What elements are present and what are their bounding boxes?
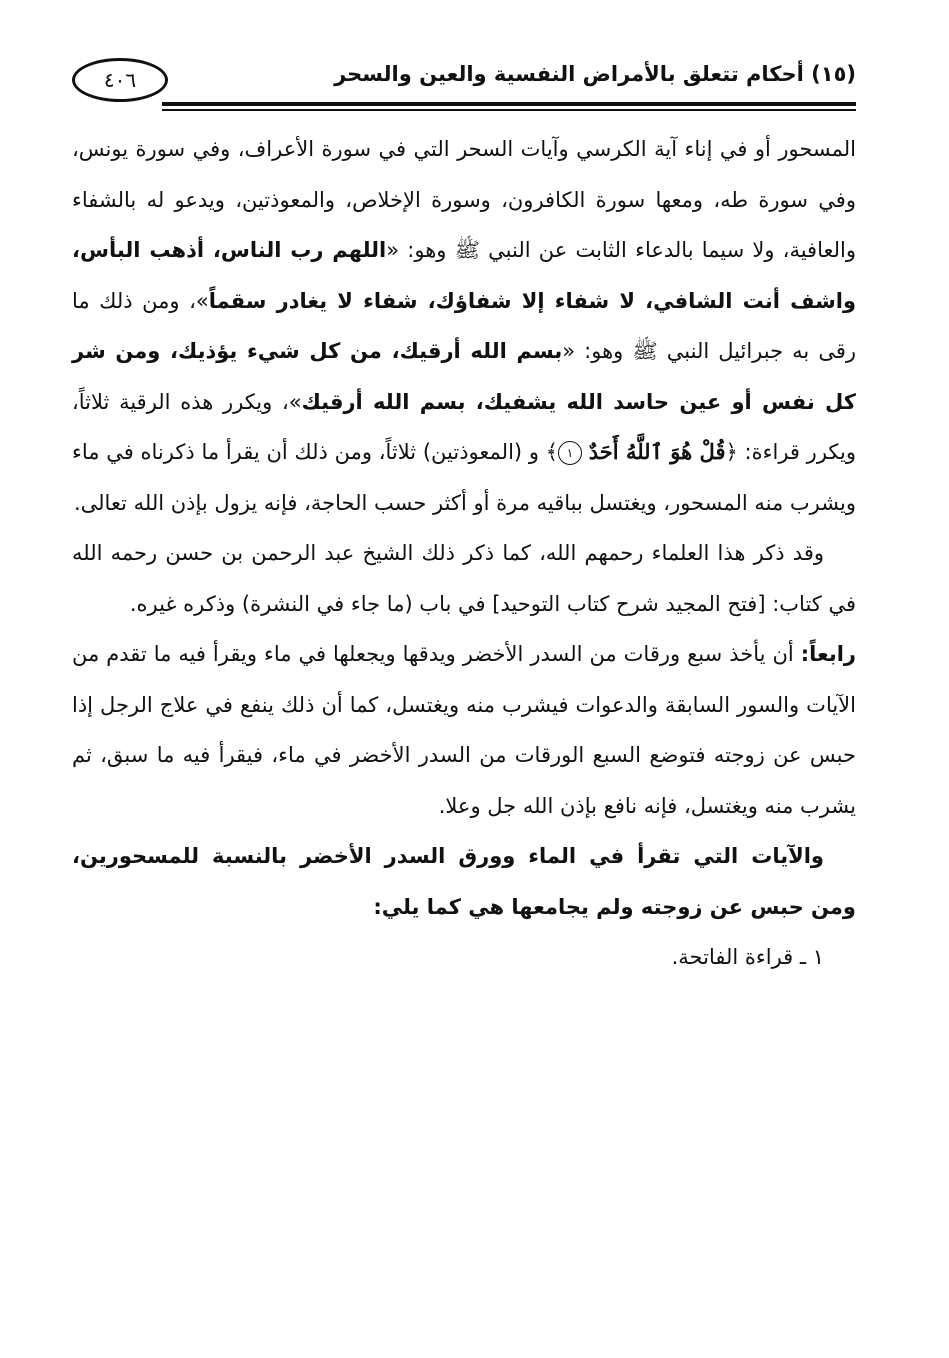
quran-ayah: قُلْ هُوَ ٱللَّهُ أَحَدٌ	[588, 439, 726, 464]
page-body	[72, 124, 856, 983]
paragraph-3-lead: رابعاً:	[800, 642, 856, 666]
page-number: ٤٠٦	[72, 58, 168, 102]
header-rule	[162, 102, 856, 106]
paragraph-1-text-a: المسحور أو في إناء آية الكرسي وآيات السحر التي في سورة الأعراف، وفي سورة يونس، وفي سورة طه، ومعها سورة الكافرون، وسورة الإخلاص، والمعوذتين، ويدعو له بالشفاء والعافية، ولا سيما بالدعاء الثابت عن النبي ﷺ وهو: «	[72, 137, 856, 262]
dua-allahumma-rabb-an-nas: اللهم رب الناس، أذهب البأس، واشف أنت الشافي، لا شفاء إلا شفاؤك، شفاء لا يغادر سقماً	[72, 238, 857, 313]
paragraph-3-text: أن يأخذ سبع ورقات من السدر الأخضر ويدقها ويجعلها في ماء ويقرأ فيه ما تقدم من الآيات والسور السابقة والدعوات فيشرب منه ويغتسل، كما أن ذلك ينفع في علاج الرجل إذا حبس عن زوجته فتوضع السبع الورقات من السدر الأخضر في ماء، فيقرأ فيه ما سبق، ثم يشرب منه ويغتسل، فإنه نافع بإذن الله جل وعلا.	[72, 642, 856, 818]
paragraph-1-text-d: ﴾ و (المعوذتين) ثلاثاً، ومن ذلك أن يقرأ ما ذكرناه في ماء ويشرب منه المسحور، ويغتسل بباقيه مرة أو أكثر حسب الحاجة، فإنه يزول بإذن الله تعالى.	[72, 440, 856, 515]
paragraph-1	[72, 124, 856, 528]
dua-bismillah-arqik: بسم الله أرقيك، من كل شيء يؤذيك، ومن شر كل نفس أو عين حاسد الله يشفيك، بسم الله أرقيك	[72, 339, 856, 414]
ayah-number-marker: ١	[558, 441, 582, 465]
page-header	[72, 58, 856, 114]
paragraph-1-text-b: »، ومن ذلك ما رقى به جبرائيل النبي ﷺ وهو: «	[72, 288, 856, 363]
running-header-title: (١٥) أحكام تتعلق بالأمراض النفسية والعين والسحر	[334, 62, 856, 86]
paragraph-3	[72, 629, 856, 831]
header-rule-thin	[162, 109, 856, 111]
list-item-1: ١ ـ قراءة الفاتحة.	[671, 945, 824, 969]
paragraph-1-text-c: »، ويكرر هذه الرقية ثلاثاً، ويكرر قراءة: ﴿	[72, 389, 856, 464]
paragraph-4: والآيات التي تقرأ في الماء وورق السدر الأخضر بالنسبة للمسحورين، ومن حبس عن زوجته ولم يجامعها هي كما يلي:	[72, 844, 856, 919]
paragraph-2: وقد ذكر هذا العلماء رحمهم الله، كما ذكر ذلك الشيخ عبد الرحمن بن حسن رحمه الله في كتاب: [فتح المجيد شرح كتاب التوحيد] في باب (ما جاء في النشرة) وذكره غيره.	[72, 541, 856, 616]
